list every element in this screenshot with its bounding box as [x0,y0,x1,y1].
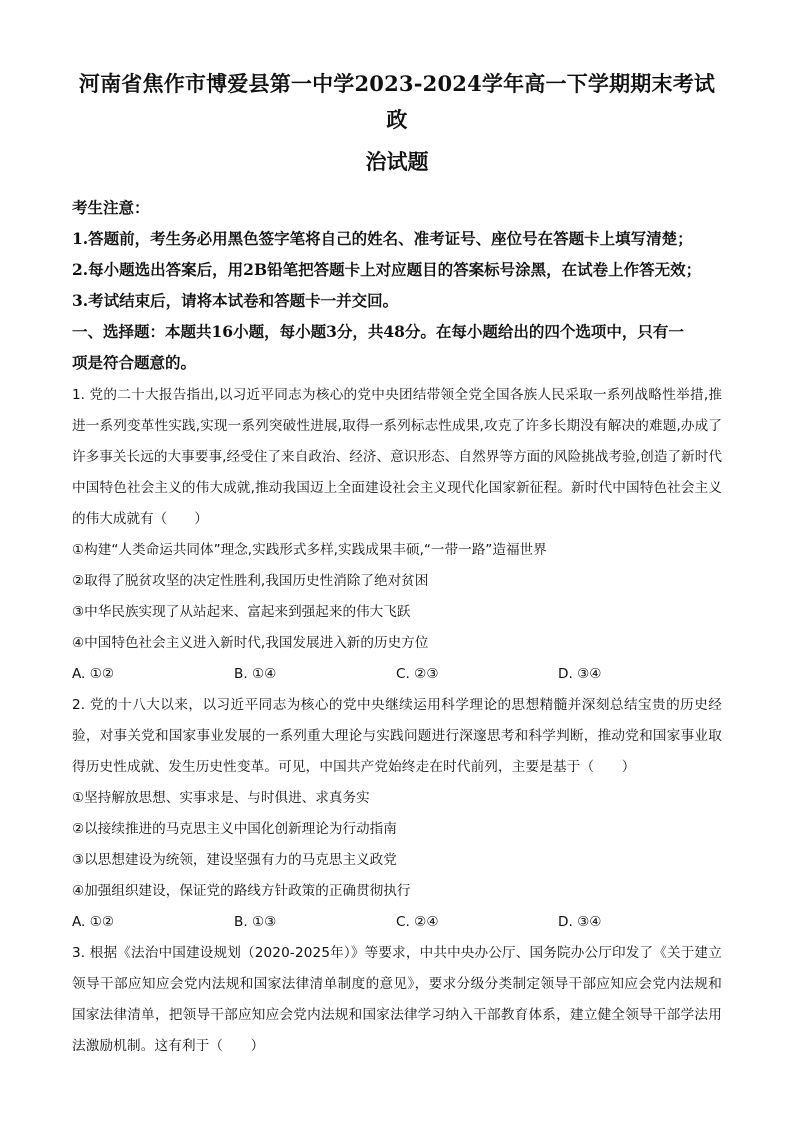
question-1 [72,380,722,690]
question-stem: 2. 党的十八大以来，以习近平同志为核心的党中央继续运用科学理论的思想精髓并深刻总结宝贵的历史经验，对事关党和国家事业发展的一系列重大理论与实践问题进行深邃思考和科学判断，推动党和国家事业取得历史性成就、发生历史性变革。可见，中国共产党始终走在时代前列，主要是基于（ ） [72,697,722,775]
section-heading-line2: 项是符合题意的。 [72,353,197,372]
statement-option: ①坚持解放思想、实事求是、与时俱进、求真务实 [72,790,370,806]
candidate-notice [72,192,722,316]
exam-title-line1: 河南省焦作市博爱县第一中学2023-2024学年高一下学期期末考试政 [78,71,716,132]
notice-item-2: 2.每小题选出答案后，用2B铅笔把答题卡上对应题目的答案标号涂黑，在试卷上作答无效； [72,260,702,279]
question-2 [72,690,722,938]
choice-c: C. ②④ [396,914,439,930]
statement-option: ④加强组织建设，保证党的路线方针政策的正确贯彻执行 [72,883,411,899]
answer-choices [72,659,722,690]
choice-d: D. ③④ [558,914,602,930]
statement-option: ②取得了脱贫攻坚的决定性胜利,我国历史性消除了绝对贫困 [72,573,429,589]
answer-choices [72,907,722,938]
question-stem: 3. 根据《法治中国建设规划（2020-2025年）》等要求，中共中央办公厅、国务院办公厅印发了《关于建立领导干部应知应会党内法规和国家法律清单制度的意见》，要求分级分类制定领导干部应知应会党内法规和国家法律清单，把领导干部应知应会党内法规和国家法律学习纳入干部教育体系，建立健全领导干部学法用法激励机制。这有利于（ ） [72,945,722,1054]
question-3 [72,938,722,1062]
section-heading-line1: 一、选择题：本题共16小题，每小题3分，共48分。在每小题给出的四个选项中，只有一 [72,322,684,341]
notice-item-3: 3.考试结束后，请将本试卷和答题卡一并交回。 [72,291,399,310]
notice-heading: 考生注意： [72,198,150,217]
choice-a: A. ①② [72,914,115,930]
statement-option: ①构建“人类命运共同体”理念,实践形式多样,实践成果丰硕,“一带一路”造福世界 [72,542,547,558]
choice-b: B. ①④ [234,666,277,682]
choice-b: B. ①③ [234,914,277,930]
statement-option: ④中国特色社会主义进入新时代,我国发展进入新的历史方位 [72,635,429,651]
section-heading [72,316,722,378]
choice-d: D. ③④ [558,666,602,682]
notice-item-1: 1.答题前，考生务必用黑色签字笔将自己的姓名、准考证号、座位号在答题卡上填写清楚； [72,229,693,248]
choice-c: C. ②③ [396,666,439,682]
statement-option: ③中华民族实现了从站起来、富起来到强起来的伟大飞跃 [72,604,411,620]
statement-option: ③以思想建设为统领，建设坚强有力的马克思主义政党 [72,852,397,868]
choice-a: A. ①② [72,666,115,682]
statement-option: ②以接续推进的马克思主义中国化创新理论为行动指南 [72,821,397,837]
exam-title-line2: 治试题 [365,149,429,174]
question-stem: 1. 党的二十大报告指出,以习近平同志为核心的党中央团结带领全党全国各族人民采取一系列战略性举措,推进一系列变革性实践,实现一系列突破性进展,取得一系列标志性成果,攻克了许多长期没有解决的难题,办成了许多事关长远的大事要事,经受住了来自政治、经济、意识形态、自然界等方面的风险挑战考验,创造了新时代中国特色社会主义的伟大成就,推动我国迈上全面建设社会主义现代化国家新征程。新时代中国特色社会主义的伟大成就有（ ） [72,387,722,527]
